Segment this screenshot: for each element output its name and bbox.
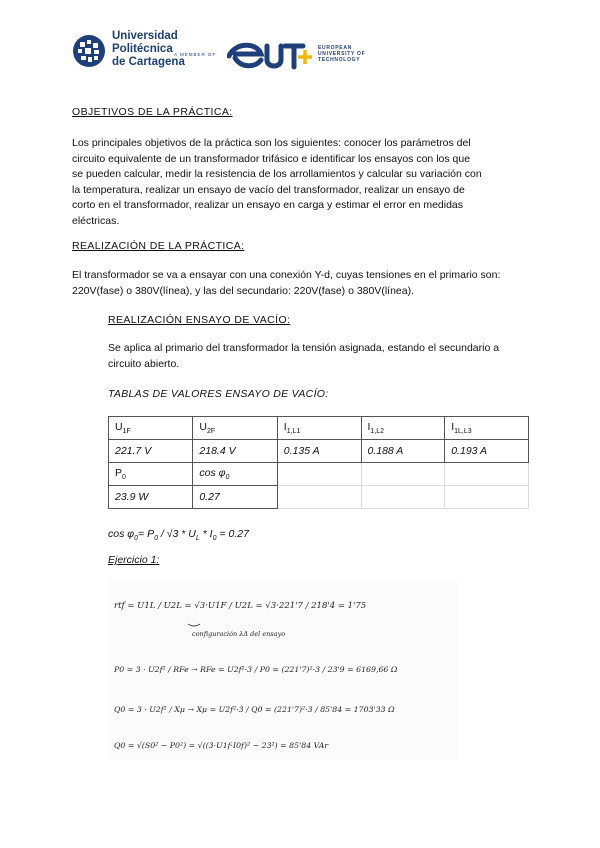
header-cell: $U_{1F}$ <box>109 417 193 440</box>
underline-stroke <box>188 624 200 626</box>
upct-logo-icon <box>72 34 106 68</box>
practice-heading: REALIZACIÓN DE LA PRÁCTICA: <box>72 240 245 252</box>
document-header <box>72 30 392 75</box>
practice-paragraph <box>72 268 500 299</box>
table-cell: 221.7 V <box>109 440 193 463</box>
hand-line: P0 = 3 · U2f² / RFe → RFe = U2f²·3 / P0 = (221'7)²·3 / 23'9 = 6169,66 Ω <box>114 665 398 674</box>
text-line: se pueden calcular, medir la resistencia de los arrollamientos y calcular su variación con <box>72 168 482 180</box>
table-cell: 218.4 V <box>193 440 277 463</box>
table-cell: 0.188 A <box>361 440 445 463</box>
handwritten-calculation-image <box>108 580 458 760</box>
eut-name <box>318 45 365 63</box>
empty-cell <box>277 486 361 509</box>
empty-cell <box>445 463 529 486</box>
header-cell: $I_{1L,L3}$ <box>445 417 529 440</box>
vacuum-test-table <box>108 416 529 509</box>
table-row <box>109 440 529 463</box>
objectives-paragraph <box>72 136 482 229</box>
table-caption: TABLAS DE VALORES ENSAYO DE VACÍO: <box>108 388 329 400</box>
text-line: la temperatura, realizar un ensayo de vacío del transformador, realizar un ensayo de <box>72 183 465 196</box>
text-line: eléctricas. <box>72 214 120 227</box>
member-label: A MEMBER OF <box>174 52 217 57</box>
header-cell: $I_{1,L2}$ <box>361 417 445 440</box>
vacuum-test-paragraph <box>108 341 499 372</box>
empty-cell <box>361 486 445 509</box>
text-line: corto en el transformador, realizar un ensayo en carga y estimar el error en medidas <box>72 199 464 211</box>
empty-cell <box>445 486 529 509</box>
header-cell: $U_{2F}$ <box>193 417 277 440</box>
eut-logo-icon <box>227 40 317 70</box>
table-cell: 0.193 A <box>445 440 529 463</box>
hand-line: Q0 = √(S0² − P0²) = √((3·U1f·I0f)² − 23²) = 85'84 VAr <box>114 741 329 750</box>
text-line: circuito equivalente de un transformador trifásico e identificar los ensayos con los que <box>72 152 471 165</box>
eut-line: TECHNOLOGY <box>318 57 361 63</box>
university-line: Universidad <box>112 30 178 42</box>
hand-line: configuración λΔ del ensayo <box>192 630 286 638</box>
university-name <box>112 30 185 69</box>
vacuum-test-heading: REALIZACIÓN ENSAYO DE VACÍO: <box>108 314 291 326</box>
power-factor-formula: $\cos \varphi_0= P_0 / √3 * U_L * I_0 = 0.27$ <box>108 528 249 543</box>
table-header-row <box>109 417 529 440</box>
table-cell: 0.27 <box>193 486 277 509</box>
table-row <box>109 486 529 509</box>
table-cell: 23.9 W <box>109 486 193 509</box>
text-line: El transformador se va a ensayar con una conexión Y-d, cuyas tensiones en el primario son: <box>72 269 501 281</box>
text-line: circuito abierto. <box>108 357 180 370</box>
objectives-heading: OBJETIVOS DE LA PRÁCTICA: <box>72 106 233 118</box>
university-line: de Cartagena <box>112 56 185 68</box>
table-cell: 0.135 A <box>277 440 361 463</box>
header-cell: $\cos \varphi_0$ <box>193 463 277 486</box>
table-header-row <box>109 463 529 486</box>
empty-cell <box>277 463 361 486</box>
eut-line: EUROPEAN <box>318 45 352 51</box>
hand-line: Q0 = 3 · U2f² / Xμ → Xμ = U2f²·3 / Q0 = (221'7)²·3 / 85'84 = 1703'33 Ω <box>114 705 395 714</box>
university-line: Politécnica <box>112 43 173 55</box>
empty-cell <box>361 463 445 486</box>
exercise-title: Ejercicio 1: <box>108 554 160 566</box>
header-cell: $P_0$ <box>109 463 193 486</box>
text-line: 220V(fase) o 380V(línea), y las del secundario: 220V(fase) o 380V(línea). <box>72 284 415 297</box>
hand-line: rtf = U1L / U2L = √3·U1F / U2L = √3·221'7 / 218'4 = 1'75 <box>114 601 367 611</box>
text-line: Los principales objetivos de la práctica son los siguientes: conocer los parámetros del <box>72 137 471 149</box>
header-cell: $I_{1,L1}$ <box>277 417 361 440</box>
eut-line: UNIVERSITY OF <box>318 51 366 57</box>
text-line: Se aplica al primario del transformador la tensión asignada, estando el secundario a <box>108 342 500 354</box>
